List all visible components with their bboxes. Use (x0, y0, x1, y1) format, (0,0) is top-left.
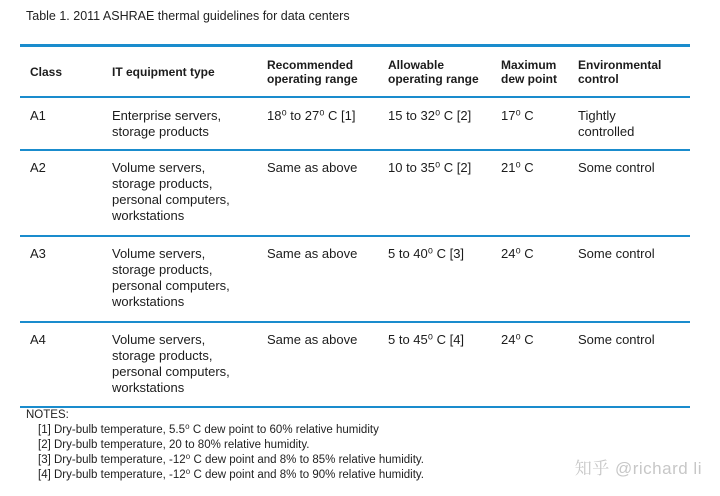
cell-max-dew-point-line: 24⁰ C (501, 246, 534, 261)
cell-equipment-type-line: storage products (112, 124, 209, 139)
header-equipment-type (112, 65, 215, 79)
note-item-3: [3] Dry-bulb temperature, -12⁰ C dew point and 8% to 85% relative humidity. (38, 454, 425, 466)
header-allowable-range-line: Allowable (388, 58, 445, 72)
cell-recommended-range (267, 332, 357, 348)
cell-environmental-control (578, 160, 655, 176)
header-equipment-type-line: IT equipment type (112, 65, 215, 79)
cell-environmental-control-line: Some control (578, 246, 655, 261)
cell-class (30, 160, 46, 176)
notes-section (26, 408, 424, 483)
cell-equipment-type-line: personal computers, (112, 278, 230, 293)
cell-class-line: A1 (30, 108, 46, 123)
cell-equipment-type-line: storage products, (112, 176, 213, 191)
notes-title: NOTES: (26, 409, 69, 421)
header-environmental-control-line: control (578, 72, 619, 86)
cell-environmental-control (578, 332, 655, 348)
cell-environmental-control (578, 108, 634, 140)
header-recommended-range-line: operating range (267, 72, 358, 86)
header-recommended-range (267, 58, 358, 86)
cell-recommended-range-line: Same as above (267, 160, 358, 175)
table-caption: Table 1. 2011 ASHRAE thermal guidelines for data centers (26, 9, 350, 23)
cell-equipment-type-line: Enterprise servers, (112, 108, 222, 123)
cell-max-dew-point (501, 160, 534, 176)
cell-max-dew-point-line: 17⁰ C (501, 108, 534, 123)
cell-environmental-control-line: Some control (578, 160, 655, 175)
header-allowable-range (388, 58, 479, 86)
cell-recommended-range (267, 246, 357, 262)
header-max-dew-point-line: dew point (501, 72, 557, 86)
cell-equipment-type (112, 160, 230, 224)
cell-recommended-range (267, 160, 357, 176)
cell-environmental-control (578, 246, 655, 262)
cell-max-dew-point (501, 108, 534, 124)
cell-allowable-range (388, 108, 471, 124)
cell-max-dew-point-line: 24⁰ C (501, 332, 534, 347)
cell-class-line: A4 (30, 332, 46, 347)
row-divider-rule (20, 235, 690, 237)
cell-equipment-type-line: workstations (112, 380, 185, 395)
cell-class-line: A2 (30, 160, 46, 175)
cell-allowable-range (388, 246, 464, 262)
cell-environmental-control-line: controlled (578, 124, 635, 139)
header-environmental-control-line: Environmental (578, 58, 662, 72)
note-item-2: [2] Dry-bulb temperature, 20 to 80% relative humidity. (38, 439, 310, 451)
cell-recommended-range-line: 18⁰ to 27⁰ C [1] (267, 108, 356, 123)
cell-allowable-range-line: 15 to 32⁰ C [2] (388, 108, 472, 123)
cell-recommended-range-line: Same as above (267, 332, 358, 347)
cell-max-dew-point-line: 21⁰ C (501, 160, 534, 175)
header-recommended-range-line: Recommended (267, 58, 354, 72)
cell-class (30, 332, 46, 348)
note-item-4: [4] Dry-bulb temperature, -12⁰ C dew point and 8% to 90% relative humidity. (38, 469, 425, 481)
cell-equipment-type-line: storage products, (112, 262, 213, 277)
cell-allowable-range-line: 10 to 35⁰ C [2] (388, 160, 472, 175)
cell-class (30, 108, 46, 124)
cell-class (30, 246, 46, 262)
cell-allowable-range (388, 332, 464, 348)
cell-allowable-range-line: 5 to 40⁰ C [3] (388, 246, 465, 261)
header-class (30, 65, 62, 79)
header-bottom-rule (20, 96, 690, 98)
cell-equipment-type-line: Volume servers, (112, 160, 206, 175)
cell-environmental-control-line: Tightly (578, 108, 616, 123)
header-class-line: Class (30, 65, 63, 79)
cell-environmental-control-line: Some control (578, 332, 655, 347)
cell-recommended-range (267, 108, 355, 124)
cell-equipment-type (112, 332, 230, 396)
header-environmental-control (578, 58, 661, 86)
cell-class-line: A3 (30, 246, 46, 261)
cell-equipment-type-line: personal computers, (112, 192, 230, 207)
cell-equipment-type-line: storage products, (112, 348, 213, 363)
cell-allowable-range (388, 160, 471, 176)
cell-recommended-range-line: Same as above (267, 246, 358, 261)
header-allowable-range-line: operating range (388, 72, 479, 86)
table-top-rule (20, 44, 690, 47)
cell-max-dew-point (501, 332, 534, 348)
row-divider-rule (20, 149, 690, 151)
cell-equipment-type-line: workstations (112, 294, 185, 309)
cell-equipment-type-line: Volume servers, (112, 246, 206, 261)
cell-equipment-type (112, 108, 221, 140)
cell-equipment-type-line: Volume servers, (112, 332, 206, 347)
row-divider-rule (20, 321, 690, 323)
cell-max-dew-point (501, 246, 534, 262)
cell-allowable-range-line: 5 to 45⁰ C [4] (388, 332, 465, 347)
header-max-dew-point-line: Maximum (501, 58, 557, 72)
cell-equipment-type-line: workstations (112, 208, 185, 223)
header-max-dew-point (501, 58, 557, 86)
zhihu-watermark: 知乎 @richard li (574, 459, 702, 478)
cell-equipment-type (112, 246, 230, 310)
cell-equipment-type-line: personal computers, (112, 364, 230, 379)
note-item-1: [1] Dry-bulb temperature, 5.5⁰ C dew point to 60% relative humidity (38, 424, 379, 436)
